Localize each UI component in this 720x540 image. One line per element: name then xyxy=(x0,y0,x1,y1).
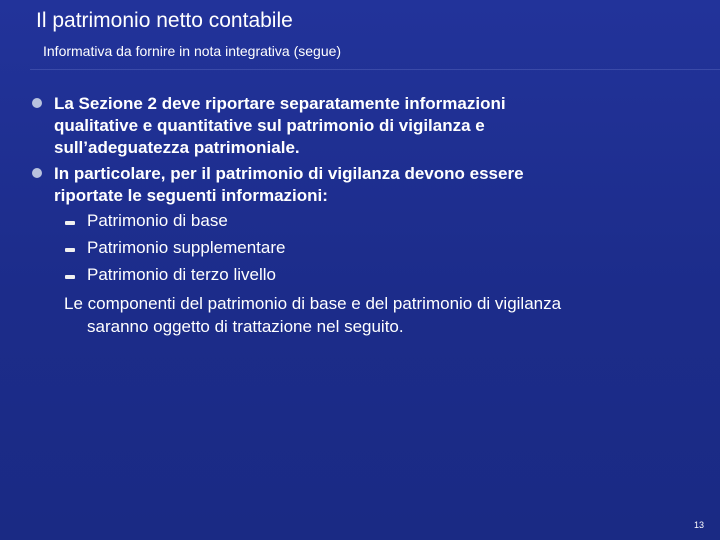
bullet-line: riportate le seguenti informazioni: xyxy=(54,186,328,205)
bullet-line: In particolare, per il patrimonio di vigilanza devono essere xyxy=(54,164,524,183)
bullet-dot-icon xyxy=(32,168,42,178)
slide-title: Il patrimonio netto contabile xyxy=(36,9,293,32)
note-line: Le componenti del patrimonio di base e del patrimonio di vigilanza xyxy=(64,294,562,313)
slide-subtitle: Informativa da fornire in nota integrativa (segue) xyxy=(43,43,342,59)
bullet-line: La Sezione 2 deve riportare separatamente informazioni xyxy=(54,94,506,113)
bullet-line: sull’adeguatezza patrimoniale. xyxy=(54,138,300,157)
dash-bullet-icon xyxy=(65,248,75,252)
bullet-dot-icon xyxy=(32,98,42,108)
dash-bullet-icon xyxy=(65,275,75,279)
sub-item-label: Patrimonio supplementare xyxy=(87,238,286,257)
note-line: saranno oggetto di trattazione nel seguito. xyxy=(87,317,404,336)
dash-bullet-icon xyxy=(65,221,75,225)
bullet-line: qualitative e quantitative sul patrimonio di vigilanza e xyxy=(54,116,485,135)
sub-item-label: Patrimonio di terzo livello xyxy=(87,265,276,284)
sub-item-label: Patrimonio di base xyxy=(87,211,228,230)
page-number: 13 xyxy=(693,520,704,530)
